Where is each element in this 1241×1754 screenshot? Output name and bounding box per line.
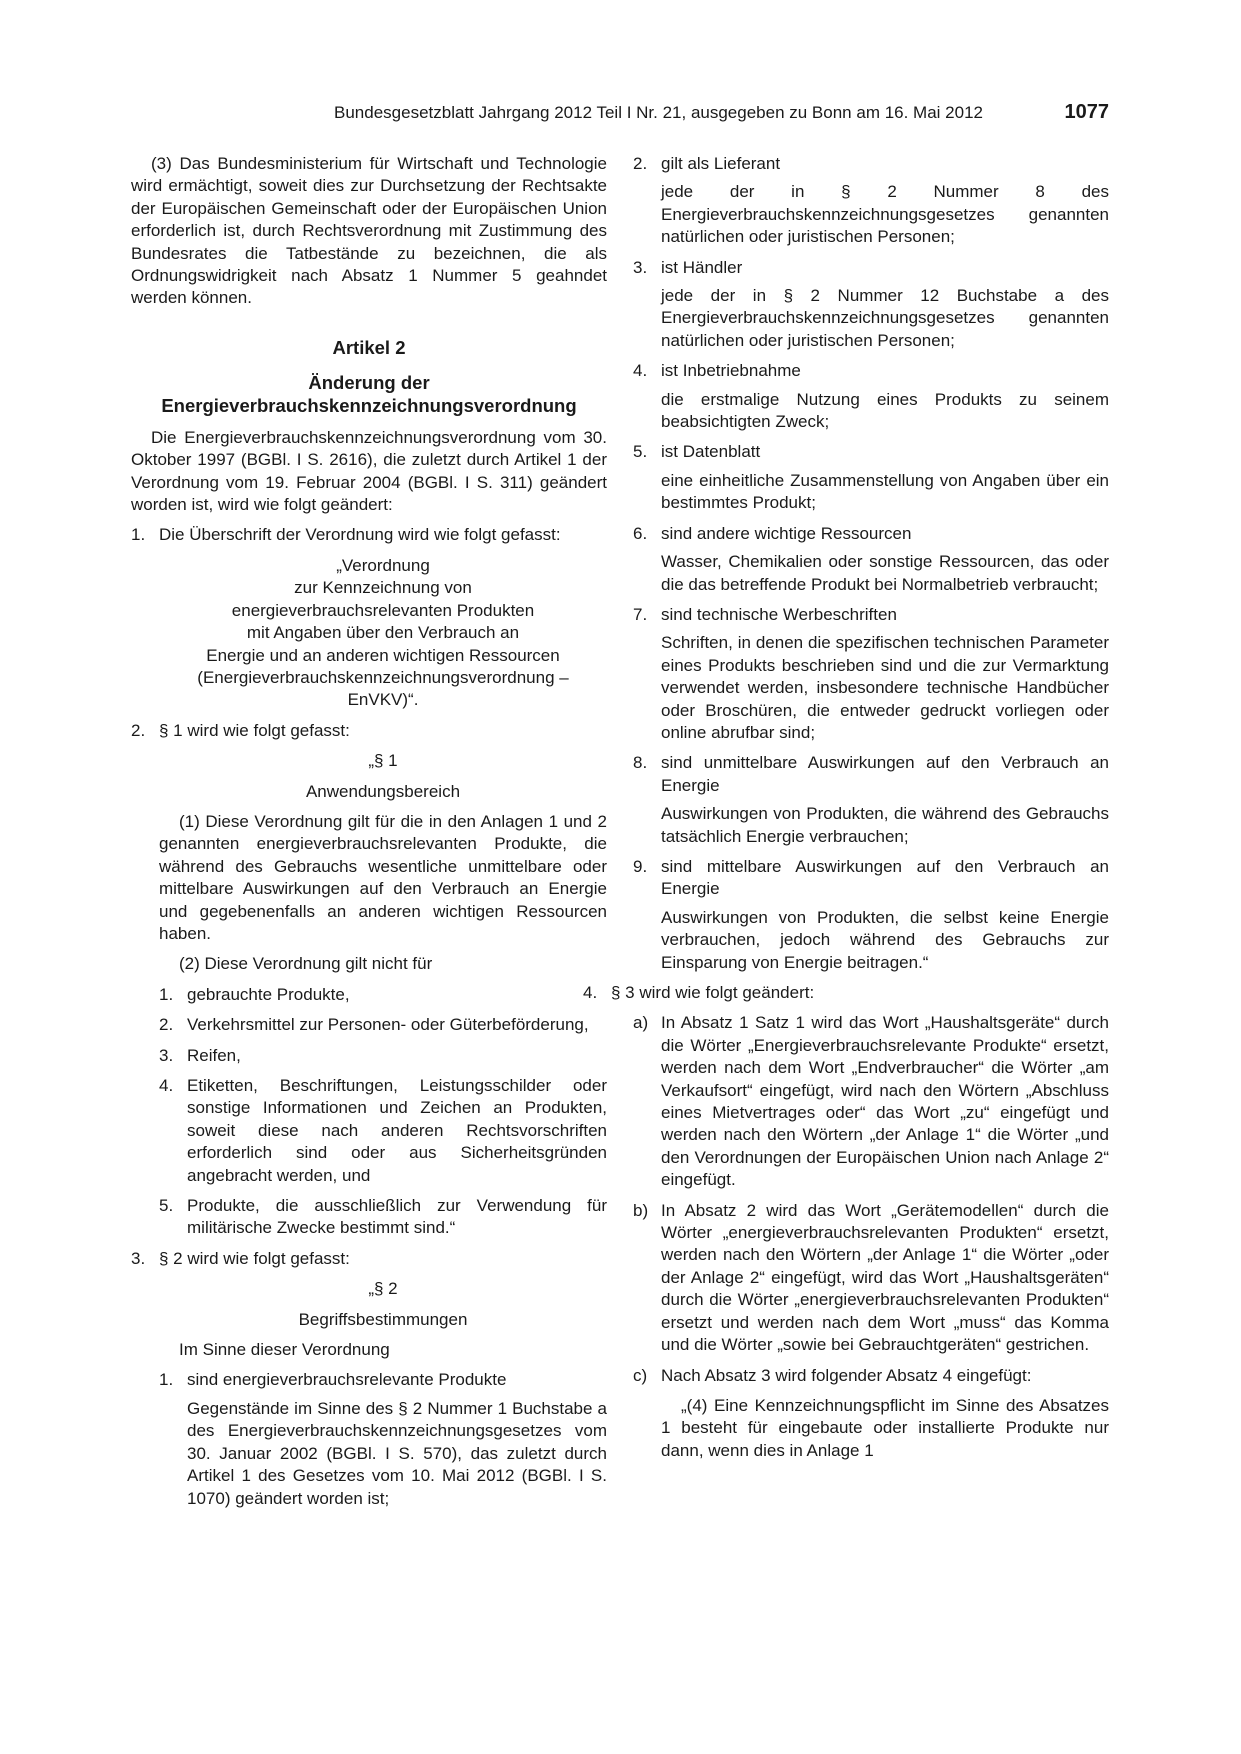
item-text: Die Überschrift der Verordnung wird wie folgt gefasst: [159,525,561,545]
definition-body: die erstmalige Nutzung eines Produkts zu seinem beabsichtigten Zweck; [661,389,1109,432]
item-number: 8. [633,753,648,773]
definition-item [633,257,1109,353]
definition-body: Auswirkungen von Produkten, die während des Gebrauchs tatsächlich Energie verbrauchen; [661,804,1109,846]
section-paragraph: (1) Diese Verordnung gilt für die in den Anlagen 1 und 2 genannten energieverbrauchsrelevanten Produkte, die während des Gebrauchs wesentliche unmittelbare oder mittelbare Auswirkungen auf den Verbrauch an Energie und gegebenenfalls an anderen wichtigen Ressourcen haben. [159,811,607,943]
article-title-line: Energieverbrauchskennzeichnungsverordnung [161,394,577,416]
definition-item [633,604,1109,744]
definition-term: ist Inbetriebnahme [661,361,801,381]
sub-item-b [633,1200,1109,1357]
list-item [131,720,607,742]
section-title: Begriffsbestimmungen [298,1309,468,1329]
definition-term: ist Datenblatt [661,442,761,462]
item-number: 2. [159,1015,174,1035]
list-item [583,982,1109,1004]
definition-body: Auswirkungen von Produkten, die selbst keine Energie verbrauchen, jedoch während des Gebrauchs zur Einsparung von Energie beitragen.“ [661,907,1109,972]
definition-body: jede der in § 2 Nummer 8 des Energieverbrauchskennzeichnungsgesetzes genannten natürlichen oder juristischen Personen; [661,182,1109,247]
item-letter: c) [633,1365,648,1385]
article-heading: Artikel 2 [332,336,406,358]
title-line: (Energieverbrauchskennzeichnungsverordnung – [197,667,569,687]
section-2-block [159,1278,607,1510]
item-number: 1. [159,1370,174,1390]
definition-term: gilt als Lieferant [661,154,781,173]
item-number: 5. [633,442,648,462]
section-label: „§ 1 [368,751,398,771]
definition-term: sind mittelbare Auswirkungen auf den Verbrauch an Energie [661,856,1109,899]
definition-body: jede der in § 2 Nummer 12 Buchstabe a des Energieverbrauchskennzeichnungsgesetzes genannten natürlichen oder juristischen Personen; [661,286,1109,350]
section-label: „§ 2 [368,1279,398,1299]
list-item [159,1195,607,1240]
page-header [130,100,1109,128]
item-number: 3. [633,257,648,277]
section-intro: Im Sinne dieser Verordnung [179,1340,390,1360]
page-number: 1077 [1064,101,1109,123]
item-text: Verkehrsmittel zur Personen- oder Güterbeförderung, [187,1015,589,1035]
title-line: „Verordnung [336,555,430,575]
item-number: 4. [159,1076,174,1095]
item-text: § 3 wird wie folgt geändert: [611,983,815,1002]
item-number: 5. [159,1196,174,1216]
item-number: 1. [159,984,174,1004]
definition-body: eine einheitliche Zusammenstellung von Angaben über ein bestimmtes Produkt; [661,470,1109,513]
title-line: EnVKV)“. [347,690,419,710]
definition-term: sind energieverbrauchsrelevante Produkte [187,1370,507,1390]
title-line: zur Kennzeichnung von [294,578,472,598]
item-number: 6. [633,523,648,543]
inserted-paragraph: „(4) Eine Kennzeichnungspflicht im Sinne des Absatzes 1 besteht für eingebaute oder installierte Produkte nur dann, wenn dies in Anlage 1 [661,1395,1109,1460]
section-title: Anwendungsbereich [305,781,461,801]
item-number: 7. [633,604,648,624]
amendment-intro: Die Energieverbrauchskennzeichnungsverordnung vom 30. Oktober 1997 (BGBl. I S. 2616), die zuletzt durch Artikel 1 der Verordnung vom 19. Februar 2004 (BGBl. I S. 311) geändert worden ist, wird wie folgt geändert: [131,427,607,515]
definition-item [633,441,1109,514]
item-text: In Absatz 1 Satz 1 wird das Wort „Haushaltsgeräte“ durch die Wörter „Energieverbrauchsrelevante Produkte“ ersetzt, werden nach dem Wort „Endverbraucher“ die Wörter „am Verkaufsort“ eingefügt, wird nach den Wörtern „Abschluss eines Mietvertrages oder“ das Wort „zu“ eingefügt und werden nach den Wörtern „der Anlage 1“ die Wörter „und den Verordnungen der Europäischen Union nach Anlage 2“ eingefügt. [661,1013,1109,1190]
definition-item [633,752,1109,848]
title-line: energieverbrauchsrelevanten Produkten [231,600,535,620]
item-text: § 2 wird wie folgt gefasst: [159,1248,350,1268]
list-item [131,524,607,546]
paragraph-3: (3) Das Bundesministerium für Wirtschaft und Technologie wird ermächtigt, soweit dies zur Durchsetzung der Rechtsakte der Europäischen Gemeinschaft oder der Europäischen Union erforderlich ist, durch Rechtsverordnung mit Zustimmung des Bundesrates die Tatbestände zu bezeichnen, die als Ordnungswidrigkeit nach Absatz 1 Nummer 5 geahndet werden können. [131,154,607,308]
new-title-quote [159,555,607,712]
definition-body: Wasser, Chemikalien oder sonstige Ressourcen, das oder die das betreffende Produkt bei Normalbetrieb verbraucht; [661,552,1109,594]
definition-item [633,523,1109,596]
list-item [159,1045,607,1067]
definition-body: Gegenstände im Sinne des § 2 Nummer 1 Buchstabe a des Energieverbrauchskennzeichnungsgesetzes vom 30. Januar 2002 (BGBl. I S. 570), das zuletzt durch Artikel 1 des Gesetzes vom 10. Mai 2012 (BGBl. I S. 1070) geändert worden ist; [187,1398,607,1508]
item-number: 3. [131,1248,146,1268]
definition-item [633,153,1109,249]
list-item [159,1014,607,1036]
item-number: 4. [633,361,648,381]
item-text: Reifen, [187,1045,241,1065]
item-text: Etiketten, Beschriftungen, Leistungsschilder oder sonstige Informationen und Zeichen an Produkten, soweit diese nach anderen Rechtsvorschriften erforderlich sind oder aus Sicherheitsgründen angebracht werden, und [187,1076,607,1185]
right-column [583,153,1109,1462]
item-letter: a) [633,1013,649,1033]
section-1-block [159,750,607,1240]
sub-item-c [633,1365,1109,1463]
title-line: Energie und an anderen wichtigen Ressourcen [206,645,560,665]
item-number: 2. [131,720,146,740]
sub-item-a [633,1012,1109,1191]
item-text: § 1 wird wie folgt gefasst: [159,720,350,740]
item-text: Nach Absatz 3 wird folgender Absatz 4 eingefügt: [661,1365,1032,1385]
list-item [159,984,607,1006]
definition-term: ist Händler [661,257,743,277]
definition-item [159,1369,607,1509]
item-number: 1. [131,525,146,545]
definition-term: sind technische Werbeschriften [661,604,897,624]
article-title-line: Änderung der [308,371,430,393]
item-text: Produkte, die ausschließlich zur Verwendung für militärische Zwecke bestimmt sind.“ [187,1196,607,1238]
article-title [131,371,607,417]
item-text: In Absatz 2 wird das Wort „Gerätemodellen“ durch die Wörter „energieverbrauchsrelevanten Produkten“ ersetzt, werden nach den Wörtern „der Anlage 1“ die Wörter „oder der Anlage 2“ eingefügt, wird das Wort „Haushaltsgeräten“ durch die Wörter „energieverbrauchsrelevanten Produkten“ ersetzt und werden nach dem Wort „muss“ das Komma und die Wörter „sowie bei Gebrauchtgeräten“ gestrichen. [661,1200,1109,1355]
title-line: mit Angaben über den Verbrauch an [246,623,520,643]
item-letter: b) [633,1200,649,1220]
definition-term: sind andere wichtige Ressourcen [661,523,912,543]
item-text: gebrauchte Produkte, [187,984,350,1004]
running-head: Bundesgesetzblatt Jahrgang 2012 Teil I Nr. 21, ausgegeben zu Bonn am 16. Mai 2012 [334,103,983,122]
list-item [159,1075,607,1187]
definition-item [633,360,1109,433]
item-number: 9. [633,856,648,876]
left-column [131,153,607,1510]
definition-body: Schriften, in denen die spezifischen technischen Parameter eines Produkts beschrieben sind und die zur Vermarktung verwendet werden, insbesondere technische Handbücher oder Broschüren, die entweder gedruckt vorliegen oder online abrufbar sind; [661,633,1109,742]
item-number: 4. [583,983,598,1002]
item-number: 2. [633,154,648,173]
list-item [131,1248,607,1270]
definition-term: sind unmittelbare Auswirkungen auf den Verbrauch an Energie [661,753,1109,795]
section-paragraph: (2) Diese Verordnung gilt nicht für [179,954,433,974]
item-number: 3. [159,1045,174,1065]
definition-item [633,856,1109,974]
